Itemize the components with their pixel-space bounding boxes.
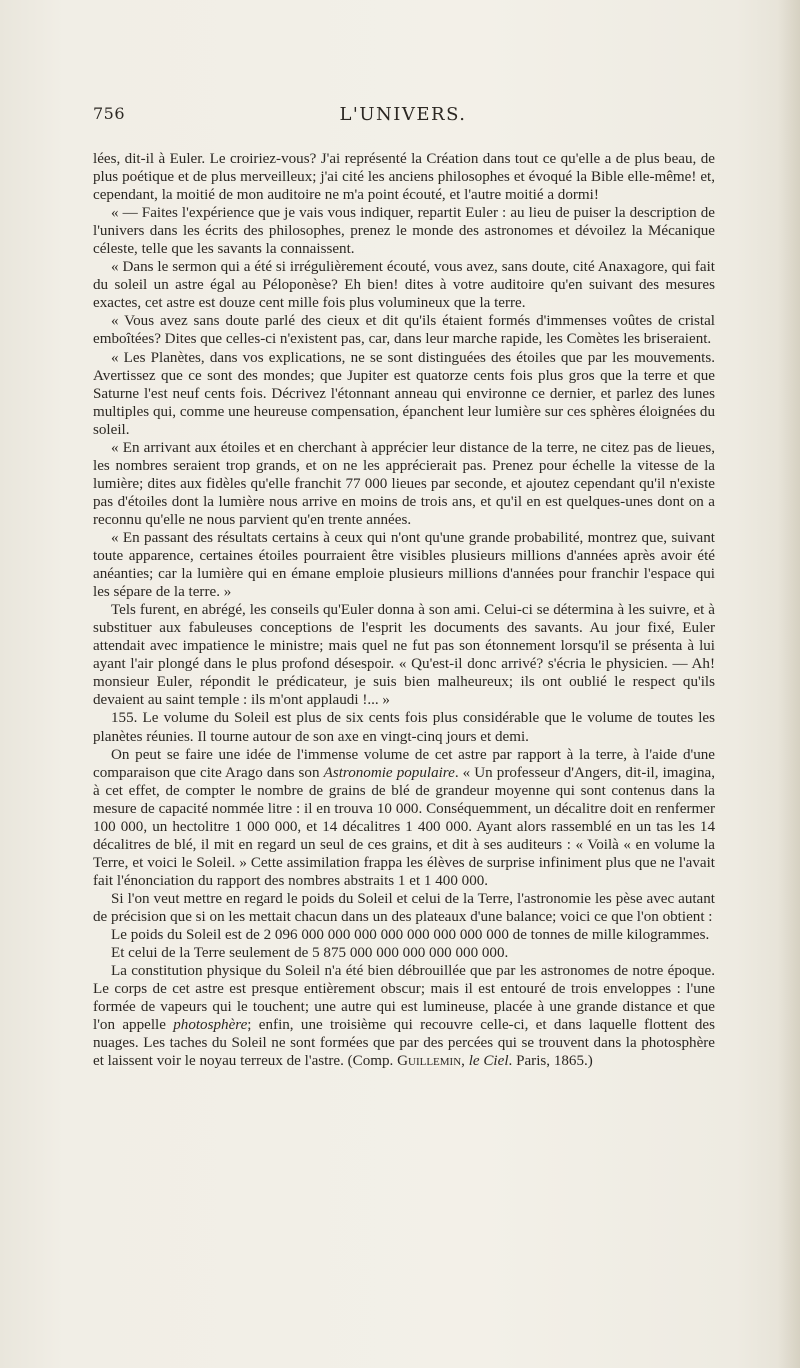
paragraph: lées, dit-il à Euler. Le croiriez-vous? J'ai représenté la Création dans tout ce qu'elle a de plus beau, de plus poétique et de plus merveilleux; j'ai cité les anciens philosophes et évoqué la Bible elle-même! et, cependant, la moitié de mon auditoire ne m'a point écouté, et l'autre moitié a dormi! xyxy=(93,151,715,204)
paragraph: La constitution physique du Soleil n'a été bien débrouillée que par les astronomes de notre époque. Le corps de cet astre est presque entièrement obscur; mais il est entouré de trois enveloppes : l'une formée de vapeurs qui le touchent; une autre qui est lumineuse, placée à une grande distance et que l'on appelle photosphère; enfin, une troisième qui recouvre celle-ci, et dans laquelle flottent des nuages. Les taches du Soleil ne sont formées que par des percées qui se trouvent dans la photosphère et laissent voir le noyau terreux de l'astre. (Comp. Guillemin, le Ciel. Paris, 1865.) xyxy=(93,963,715,1070)
page-header xyxy=(93,104,713,128)
paragraph: Tels furent, en abrégé, les conseils qu'Euler donna à son ami. Celui-ci se détermina à les suivre, et à substituer aux fabuleuses conceptions de l'esprit les documents des savants. Au jour fixé, Euler attendait avec impatience le ministre; mais quel ne fut pas son étonnement lorsqu'il se présenta à lui ayant l'air plongé dans le plus profond désespoir. « Qu'est-il donc arrivé? s'écria le physicien. — Ah! monsieur Euler, répondit le prédicateur, je suis bien malheureux; ils ont oublié le respect qu'ils devaient au saint temple : ils m'ont applaudi !... » xyxy=(93,602,715,709)
italic-text: Astronomie populaire xyxy=(323,764,455,781)
running-title: L'UNIVERS. xyxy=(339,104,467,125)
italic-text: photosphère xyxy=(173,1017,248,1034)
page-number: 756 xyxy=(93,104,126,123)
paragraph: « Vous avez sans doute parlé des cieux et dit qu'ils étaient formés d'immenses voûtes de cristal emboîtées? Dites que celles-ci n'existent pas, car, dans leur marche rapide, les Comètes les briseraient. xyxy=(93,313,715,348)
paragraph: « En arrivant aux étoiles et en cherchant à apprécier leur distance de la terre, ne citez pas de lieues, les nombres seraient trop grands, et on ne les apprécierait pas. Prenez pour échelle la vitesse de la lumière; dites aux fidèles qu'elle franchit 77 000 lieues par seconde, et ajoutez cependant qu'il n'existe pas d'étoiles dont la lumière nous arrive en moins de trois ans, et qu'il en est quelques-unes dont on a reconnu qu'elle ne nous parvient qu'en trente années. xyxy=(93,439,715,528)
page-edge-shadow xyxy=(778,0,800,1368)
paragraph: On peut se faire une idée de l'immense volume de cet astre par rapport à la terre, à l'aide d'une comparaison que cite Arago dans son Astronomie populaire. « Un professeur d'Angers, dit-il, imagina, à cet effet, de compter le nombre de grains de blé de grandeur moyenne qui sont contenus dans la mesure de capacité nommée litre : il en trouva 10 000. Conséquemment, un décalitre doit en renfermer 100 000, un hectolitre 1 000 000, et 14 décalitres 1 400 000. Ayant alors rassemblé en un tas les 14 décalitres de blé, il mit en regard un seul de ces grains, et dit à ses auditeurs : « Voilà « en volume la Terre, et voici le Soleil. » Cette assimilation frappa les élèves de surprise infiniment plus que ne l'avait fait l'énonciation du rapport des nombres abstraits 1 et 1 400 000. xyxy=(93,746,715,889)
paragraph: « Dans le sermon qui a été si irrégulièrement écouté, vous avez, sans doute, cité Anaxagore, qui fait du soleil un astre égal au Péloponèse? Eh bien! dites à votre auditoire qu'en suivant des mesures exactes, cet astre est douze cent mille fois plus volumineux que la terre. xyxy=(93,259,715,312)
paragraph: Le poids du Soleil est de 2 096 000 000 000 000 000 000 000 000 de tonnes de mille kilogrammes. xyxy=(111,927,710,944)
body-text xyxy=(93,150,715,1070)
paragraph: « En passant des résultats certains à ceux qui n'ont qu'une grande probabilité, montrez que, suivant toute apparence, certaines étoiles pourraient être visibles plusieurs millions d'années après avoir été anéanties; car la lumière qui en émane emploie plusieurs millions d'années pour franchir l'espace qui les sépare de la terre. » xyxy=(93,529,715,601)
paragraph: « — Faites l'expérience que je vais vous indiquer, repartit Euler : au lieu de puiser la description de l'univers dans les écrits des philosophes, prenez le monde des astronomes et dévoilez la Mécanique céleste, telle que les savants la connaissent. xyxy=(93,205,715,258)
paragraph: Si l'on veut mettre en regard le poids du Soleil et celui de la Terre, l'astronomie les pèse avec autant de précision que si on les mettait chacun dans un des plateaux d'une balance; voici ce que l'on obtient : xyxy=(93,890,715,925)
paragraph: 155. Le volume du Soleil est plus de six cents fois plus considérable que le volume de toutes les planètes réunies. Il tourne autour de son axe en vingt-cinq jours et demi. xyxy=(93,710,715,745)
italic-text: le Ciel xyxy=(468,1053,509,1070)
paragraph: « Les Planètes, dans vos explications, ne se sont distinguées des étoiles que par les mouvements. Avertissez que ce sont des mondes; que Jupiter est quatorze cents fois plus gros que la terre et que Saturne l'est neuf cents fois. Décrivez l'étonnant anneau qui environne ce dernier, et parlez des lunes multiples qui, comme une heureuse compensation, épanchent leur lumière sur ces sphères éloignées du soleil. xyxy=(93,349,715,438)
paragraph: Et celui de la Terre seulement de 5 875 000 000 000 000 000 000. xyxy=(111,945,509,962)
author-name: Guillemin xyxy=(397,1053,462,1070)
